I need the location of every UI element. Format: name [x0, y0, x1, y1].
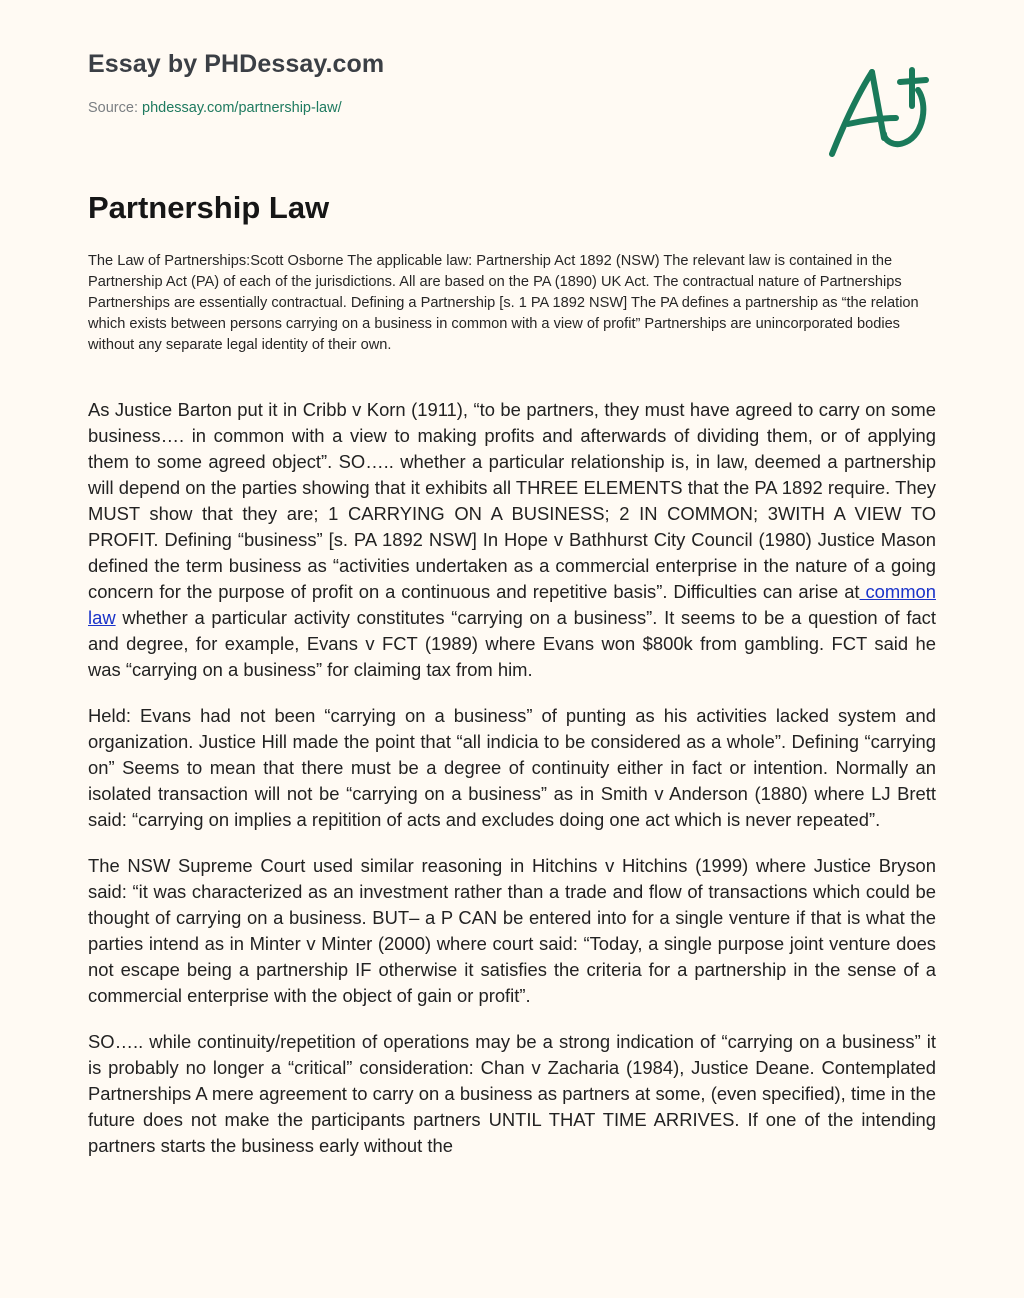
content-cutoff-overlay [0, 1250, 1024, 1298]
intro-summary: The Law of Partnerships:Scott Osborne The applicable law: Partnership Act 1892 (NSW) The relevant law is contained in the Partnership Act (PA) of each of the jurisdictions. All are based on the PA (1890) UK Act. The contractual nature of Partnerships Partnerships are essentially contractual. Defining a Partnership [s. 1 PA 1892 NSW] The PA defines a partnership as “the relation which exists between persons carrying on a business in common with a view of profit” Partnerships are unincorporated bodies without any separate legal identity of their own. [88, 253, 919, 353]
document-title: Partnership Law [88, 190, 330, 225]
paragraph [88, 397, 936, 683]
paragraph: The NSW Supreme Court used similar reasoning in Hitchins v Hitchins (1999) where Justice Bryson said: “it was characterized as an investment rather than a trade and flow of transactions which could be thought of carrying on a business. BUT– a P CAN be entered into for a single venture if that is what the parties intend as in Minter v Minter (2000) where court said: “Today, a single purpose joint venture does not escape being a partnership IF otherwise it satisfies the criteria for a partnership in the sense of a commercial enterprise with the object of gain or profit”. [88, 855, 936, 1006]
paragraph: Held: Evans had not been “carrying on a business” of punting as his activities lacked system and organization. Justice Hill made the point that “all indicia to be considered as a whole”. Defining “carrying on” Seems to mean that there must be a degree of continuity either in fact or intention. Normally an isolated transaction will not be “carrying on a business” as in Smith v Anderson (1880) where LJ Brett said: “carrying on implies a repitition of acts and excludes doing one act which is never repeated”. [88, 705, 936, 830]
a-plus-grade-icon [826, 64, 930, 162]
source-label: Source: [88, 100, 142, 116]
paragraph-text: As Justice Barton put it in Cribb v Korn (1911), “to be partners, they must have agreed to carry on some business…. in common with a view to making profits and afterwards of dividing them, or of applying them to some agreed object”. SO….. whether a particular relationship is, in law, deemed a partnership will depend on the parties showing that it exhibits all THREE ELEMENTS that the PA 1892 require. They MUST show that they are; 1 CARRYING ON A BUSINESS; 2 IN COMMON; 3WITH A VIEW TO PROFIT. Defining “business” [s. PA 1892 NSW] In Hope v Bathhurst City Council (1980) Justice Mason defined the term business as “activities undertaken as a commercial enterprise in the nature of a going concern for the purpose of profit on a continuous and repetitive basis”. Difficulties can arise at [88, 399, 936, 602]
source-line [88, 100, 342, 116]
essay-body [88, 397, 936, 1179]
paragraph-text: whether a particular activity constitutes “carrying on a business”. It seems to be a question of fact and degree, for example, Evans v FCT (1989) where Evans won $800k from gambling. FCT said he was “carrying on a business” for claiming tax from him. [88, 607, 936, 680]
site-title: Essay by PHDessay.com [88, 50, 385, 78]
paragraph: SO….. while continuity/repetition of operations may be a strong indication of “carrying on a business” it is probably no longer a “critical” consideration: Chan v Zacharia (1984), Justice Deane. Contemplated Partnerships A mere agreement to carry on a business as partners at some, (even specified), time in the future does not make the participants partners UNTIL THAT TIME ARRIVES. If one of the intending partners starts the business early without the [88, 1031, 936, 1156]
source-link[interactable]: phdessay.com/partnership-law/ [142, 100, 342, 116]
page-header [88, 0, 936, 160]
common-law-link[interactable]: common law [88, 581, 936, 628]
essay-page [88, 0, 936, 1156]
